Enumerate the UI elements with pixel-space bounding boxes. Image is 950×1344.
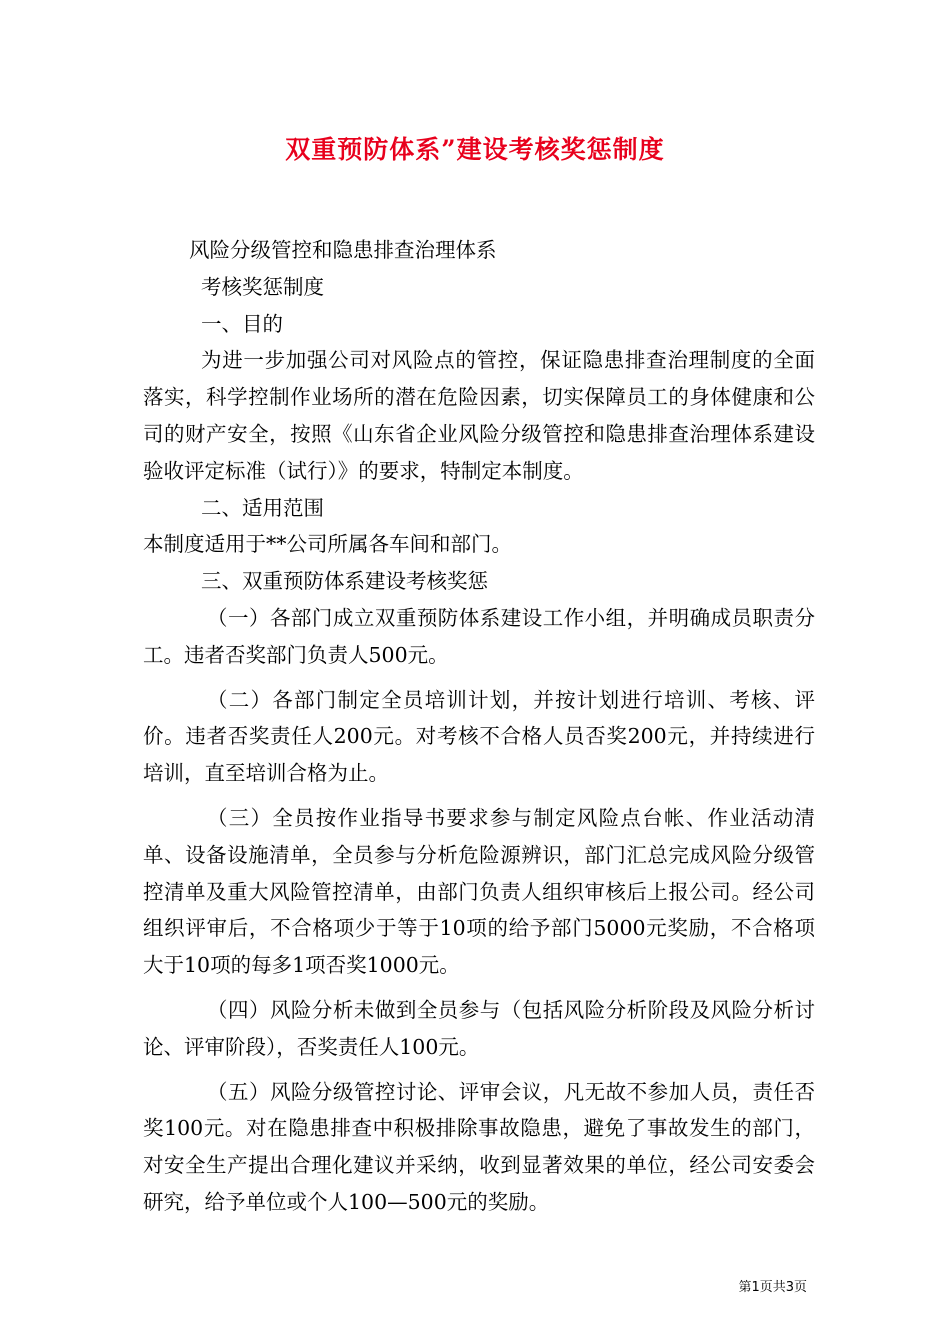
page-number: 第1页共3页 [738,1280,807,1295]
clause-3: （三）全员按作业指导书要求参与制定风险点台帐、作业活动清单、设备设施清单，全员参与分析危险源辨识，部门汇总完成风险分级管控清单及重大风险管控清单，由部门负责人组织审核后上报公司。经公司组织评审后，不合格项少于等于10项的给予部门5000元奖励，不合格项大于10项的每多1项否奖1000元。 [143,805,815,978]
paragraph-scope: 本制度适用于**公司所属各车间和部门。 [143,532,512,557]
document-title: 双重预防体系”建设考核奖惩制度 [285,135,665,164]
section-heading-purpose: 一、目的 [201,311,283,336]
section-heading-scope: 二、适用范围 [201,495,324,520]
clause-2: （二）各部门制定全员培训计划，并按计划进行培训、考核、评价。违者否奖责任人200元。对考核不合格人员否奖200元，并持续进行培训，直至培训合格为止。 [143,687,815,786]
clause-5: （五）风险分级管控讨论、评审会议，凡无故不参加人员，责任否奖100元。对在隐患排查中积极排除事故隐患，避免了事故发生的部门，对安全生产提出合理化建议并采纳，收到显著效果的单位，经公司安委会研究，给予单位或个人100—500元的奖励。 [143,1079,815,1214]
clause-1: （一）各部门成立双重预防体系建设工作小组，并明确成员职责分工。违者否奖部门负责人500元。 [143,605,815,667]
subtitle-line-1: 风险分级管控和隐患排查治理体系 [189,238,497,262]
clause-4: （四）风险分析未做到全员参与（包括风险分析阶段及风险分析讨论、评审阶段），否奖责任人100元。 [143,997,815,1059]
paragraph-purpose: 为进一步加强公司对风险点的管控，保证隐患排查治理制度的全面落实，科学控制作业场所的潜在危险因素，切实保障员工的身体健康和公司的财产安全，按照《山东省企业风险分级管控和隐患排查治理体系建设验收评定标准（试行）》的要求，特制定本制度。 [143,348,815,483]
subtitle-line-2: 考核奖惩制度 [201,274,324,299]
section-heading-assessment: 三、双重预防体系建设考核奖惩 [201,569,488,594]
document-body [143,232,815,1221]
